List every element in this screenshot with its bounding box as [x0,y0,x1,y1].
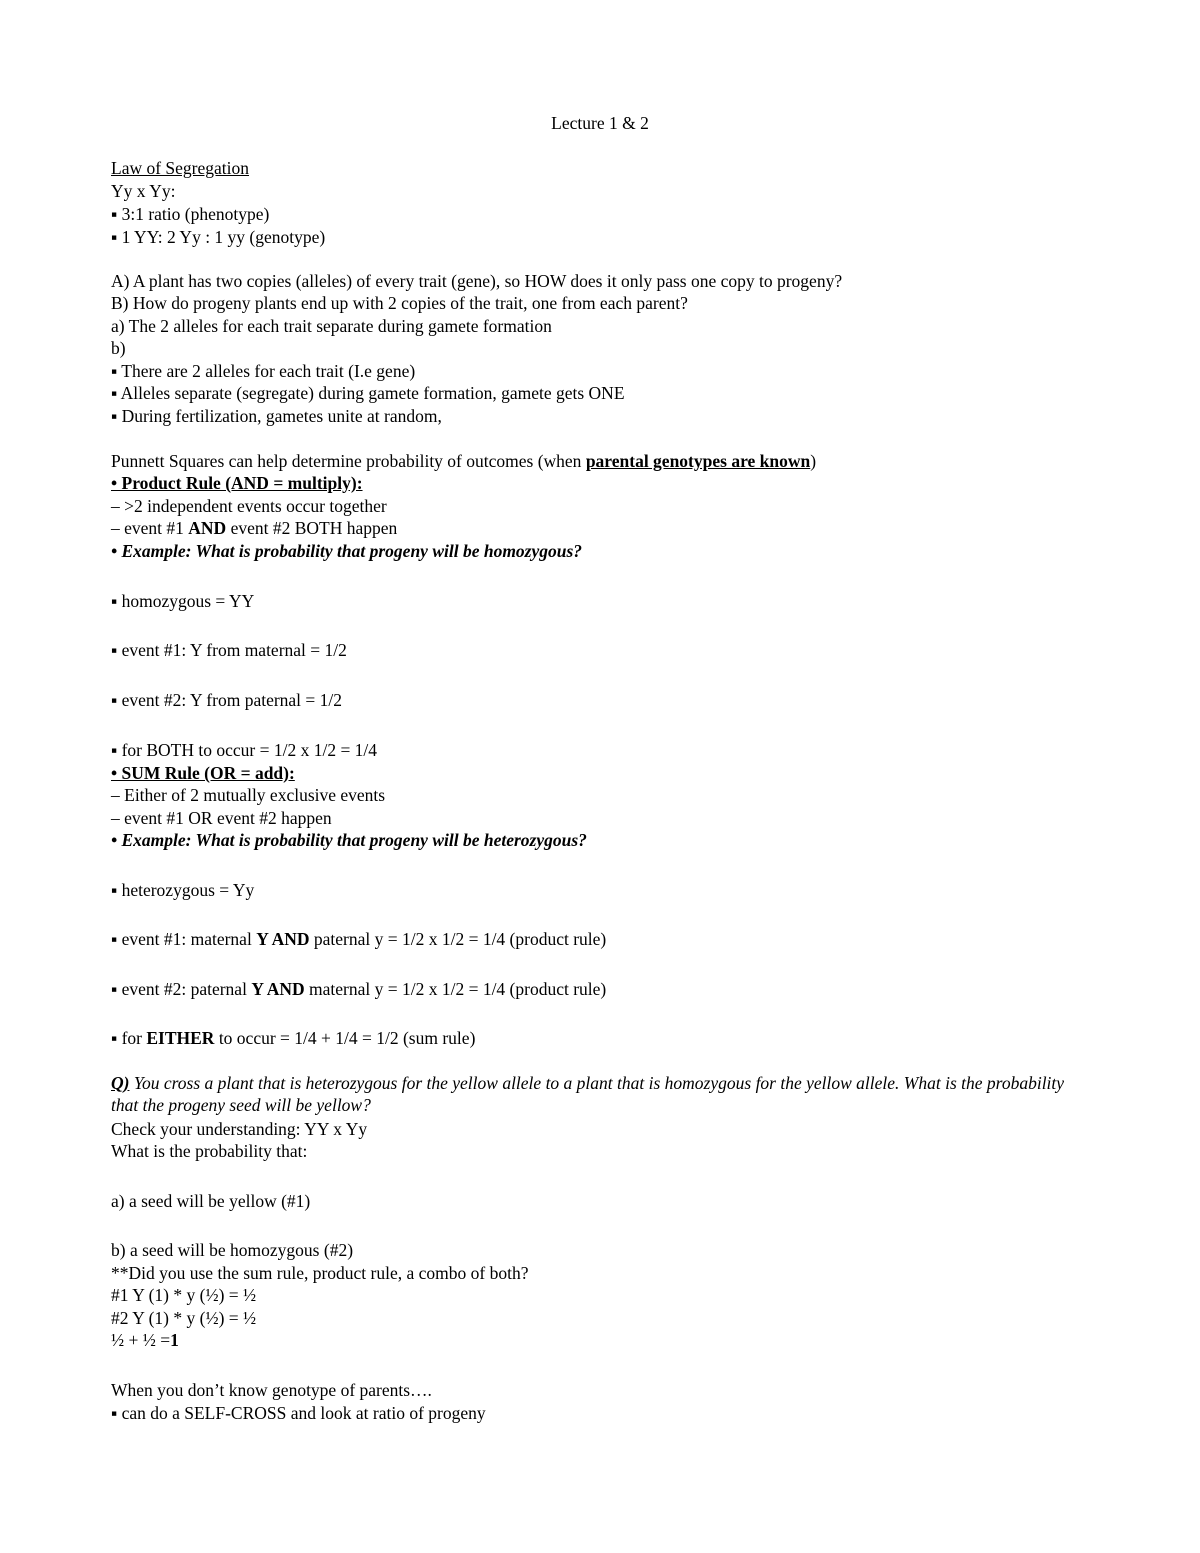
question-a: A) A plant has two copies (alleles) of every trait (gene), so HOW does it only pass one copy to progeny? [111,271,843,291]
product-rule-line-1: – >2 independent events occur together [111,496,387,516]
punnett-intro-emphasis: parental genotypes are known [585,451,811,471]
genotype-ratio: ▪ 1 YY: 2 Yy : 1 yy (genotype) [111,227,326,247]
punnett-intro [111,450,816,472]
rule-reflection: **Did you use the sum rule, product rule, a combo of both? [111,1263,529,1283]
answer-b: b) [111,338,126,358]
product-rule-line-2 [111,517,397,539]
product-example-step-3: ▪ event #2: Y from paternal = 1/2 [111,690,343,710]
sum-example-step-2-c: paternal y = 1/2 x 1/2 = 1/4 (product rule) [309,929,607,949]
self-cross-line: ▪ can do a SELF-CROSS and look at ratio of progeny [111,1403,486,1423]
answer-a: a) The 2 alleles for each trait separate during gamete formation [111,316,552,336]
sum-example-step-4-c: to occur = 1/4 + 1/4 = 1/2 (sum rule) [214,1028,476,1048]
sum-rule-line-2: – event #1 OR event #2 happen [111,808,332,828]
product-example-step-1: ▪ homozygous = YY [111,591,255,611]
cross-line: Yy x Yy: [111,181,176,201]
product-example-step-4: ▪ for BOTH to occur = 1/2 x 1/2 = 1/4 [111,740,378,760]
product-rule-line-2-a: – event #1 [111,518,189,538]
section-heading-segregation: Law of Segregation [111,158,250,178]
punnett-intro-text: Punnett Squares can help determine probability of outcomes (when [111,451,586,471]
sum-example-step-4 [111,1027,475,1049]
punnett-intro-end: ) [810,451,817,471]
product-rule-heading: • Product Rule (AND = multiply): [111,473,363,493]
check-understanding: Check your understanding: YY x Yy [111,1119,368,1139]
sum-rule-example: • Example: What is probability that progeny will be heterozygous? [111,830,587,850]
sum-example-step-1: ▪ heterozygous = Yy [111,880,255,900]
unknown-genotype-line: When you don’t know genotype of parents…. [111,1380,432,1400]
sum-example-step-2-a: ▪ event #1: maternal [111,929,257,949]
practice-question-text: You cross a plant that is heterozygous for the yellow allele to a plant that is homozygous for the yellow allele. What is the probability that the progeny seed will be yellow? [111,1073,1065,1115]
product-rule-line-2-b: AND [188,518,227,538]
product-example-step-2: ▪ event #1: Y from maternal = 1/2 [111,640,347,660]
sum-rule-line-1: – Either of 2 mutually exclusive events [111,785,386,805]
sum-example-step-2-b: Y AND [256,929,310,949]
answer-b-point-2: ▪ Alleles separate (segregate) during gamete formation, gamete gets ONE [111,383,625,403]
sum-example-step-3-c: maternal y = 1/2 x 1/2 = 1/4 (product rule) [304,979,607,999]
sum-example-step-4-b: EITHER [146,1028,215,1048]
answer-1: #1 Y (1) * y (½) = ½ [111,1285,257,1305]
answer-b-point-1: ▪ There are 2 alleles for each trait (I.e gene) [111,361,416,381]
sub-question-b: b) a seed will be homozygous (#2) [111,1240,354,1260]
sum-example-step-3 [111,978,606,1000]
answer-sum [111,1329,179,1351]
page-title: Lecture 1 & 2 [551,113,649,133]
question-b: B) How do progeny plants end up with 2 copies of the trait, one from each parent? [111,293,688,313]
answer-sum-expression: ½ + ½ = [111,1330,171,1350]
product-rule-line-2-c: event #2 BOTH happen [226,518,398,538]
sum-example-step-2 [111,928,606,950]
practice-question-label: Q) [111,1073,130,1093]
probability-prompt: What is the probability that: [111,1141,308,1161]
answer-b-point-3: ▪ During fertilization, gametes unite at random, [111,406,442,426]
sum-example-step-3-a: ▪ event #2: paternal [111,979,252,999]
sum-rule-heading: • SUM Rule (OR = add): [111,763,295,783]
product-rule-example: • Example: What is probability that progeny will be homozygous? [111,541,583,561]
sub-question-a: a) a seed will be yellow (#1) [111,1191,311,1211]
phenotype-ratio: ▪ 3:1 ratio (phenotype) [111,204,270,224]
answer-sum-result: 1 [170,1330,179,1350]
answer-2: #2 Y (1) * y (½) = ½ [111,1308,257,1328]
sum-example-step-4-a: ▪ for [111,1028,147,1048]
practice-question [111,1072,1071,1116]
sum-example-step-3-b: Y AND [251,979,305,999]
